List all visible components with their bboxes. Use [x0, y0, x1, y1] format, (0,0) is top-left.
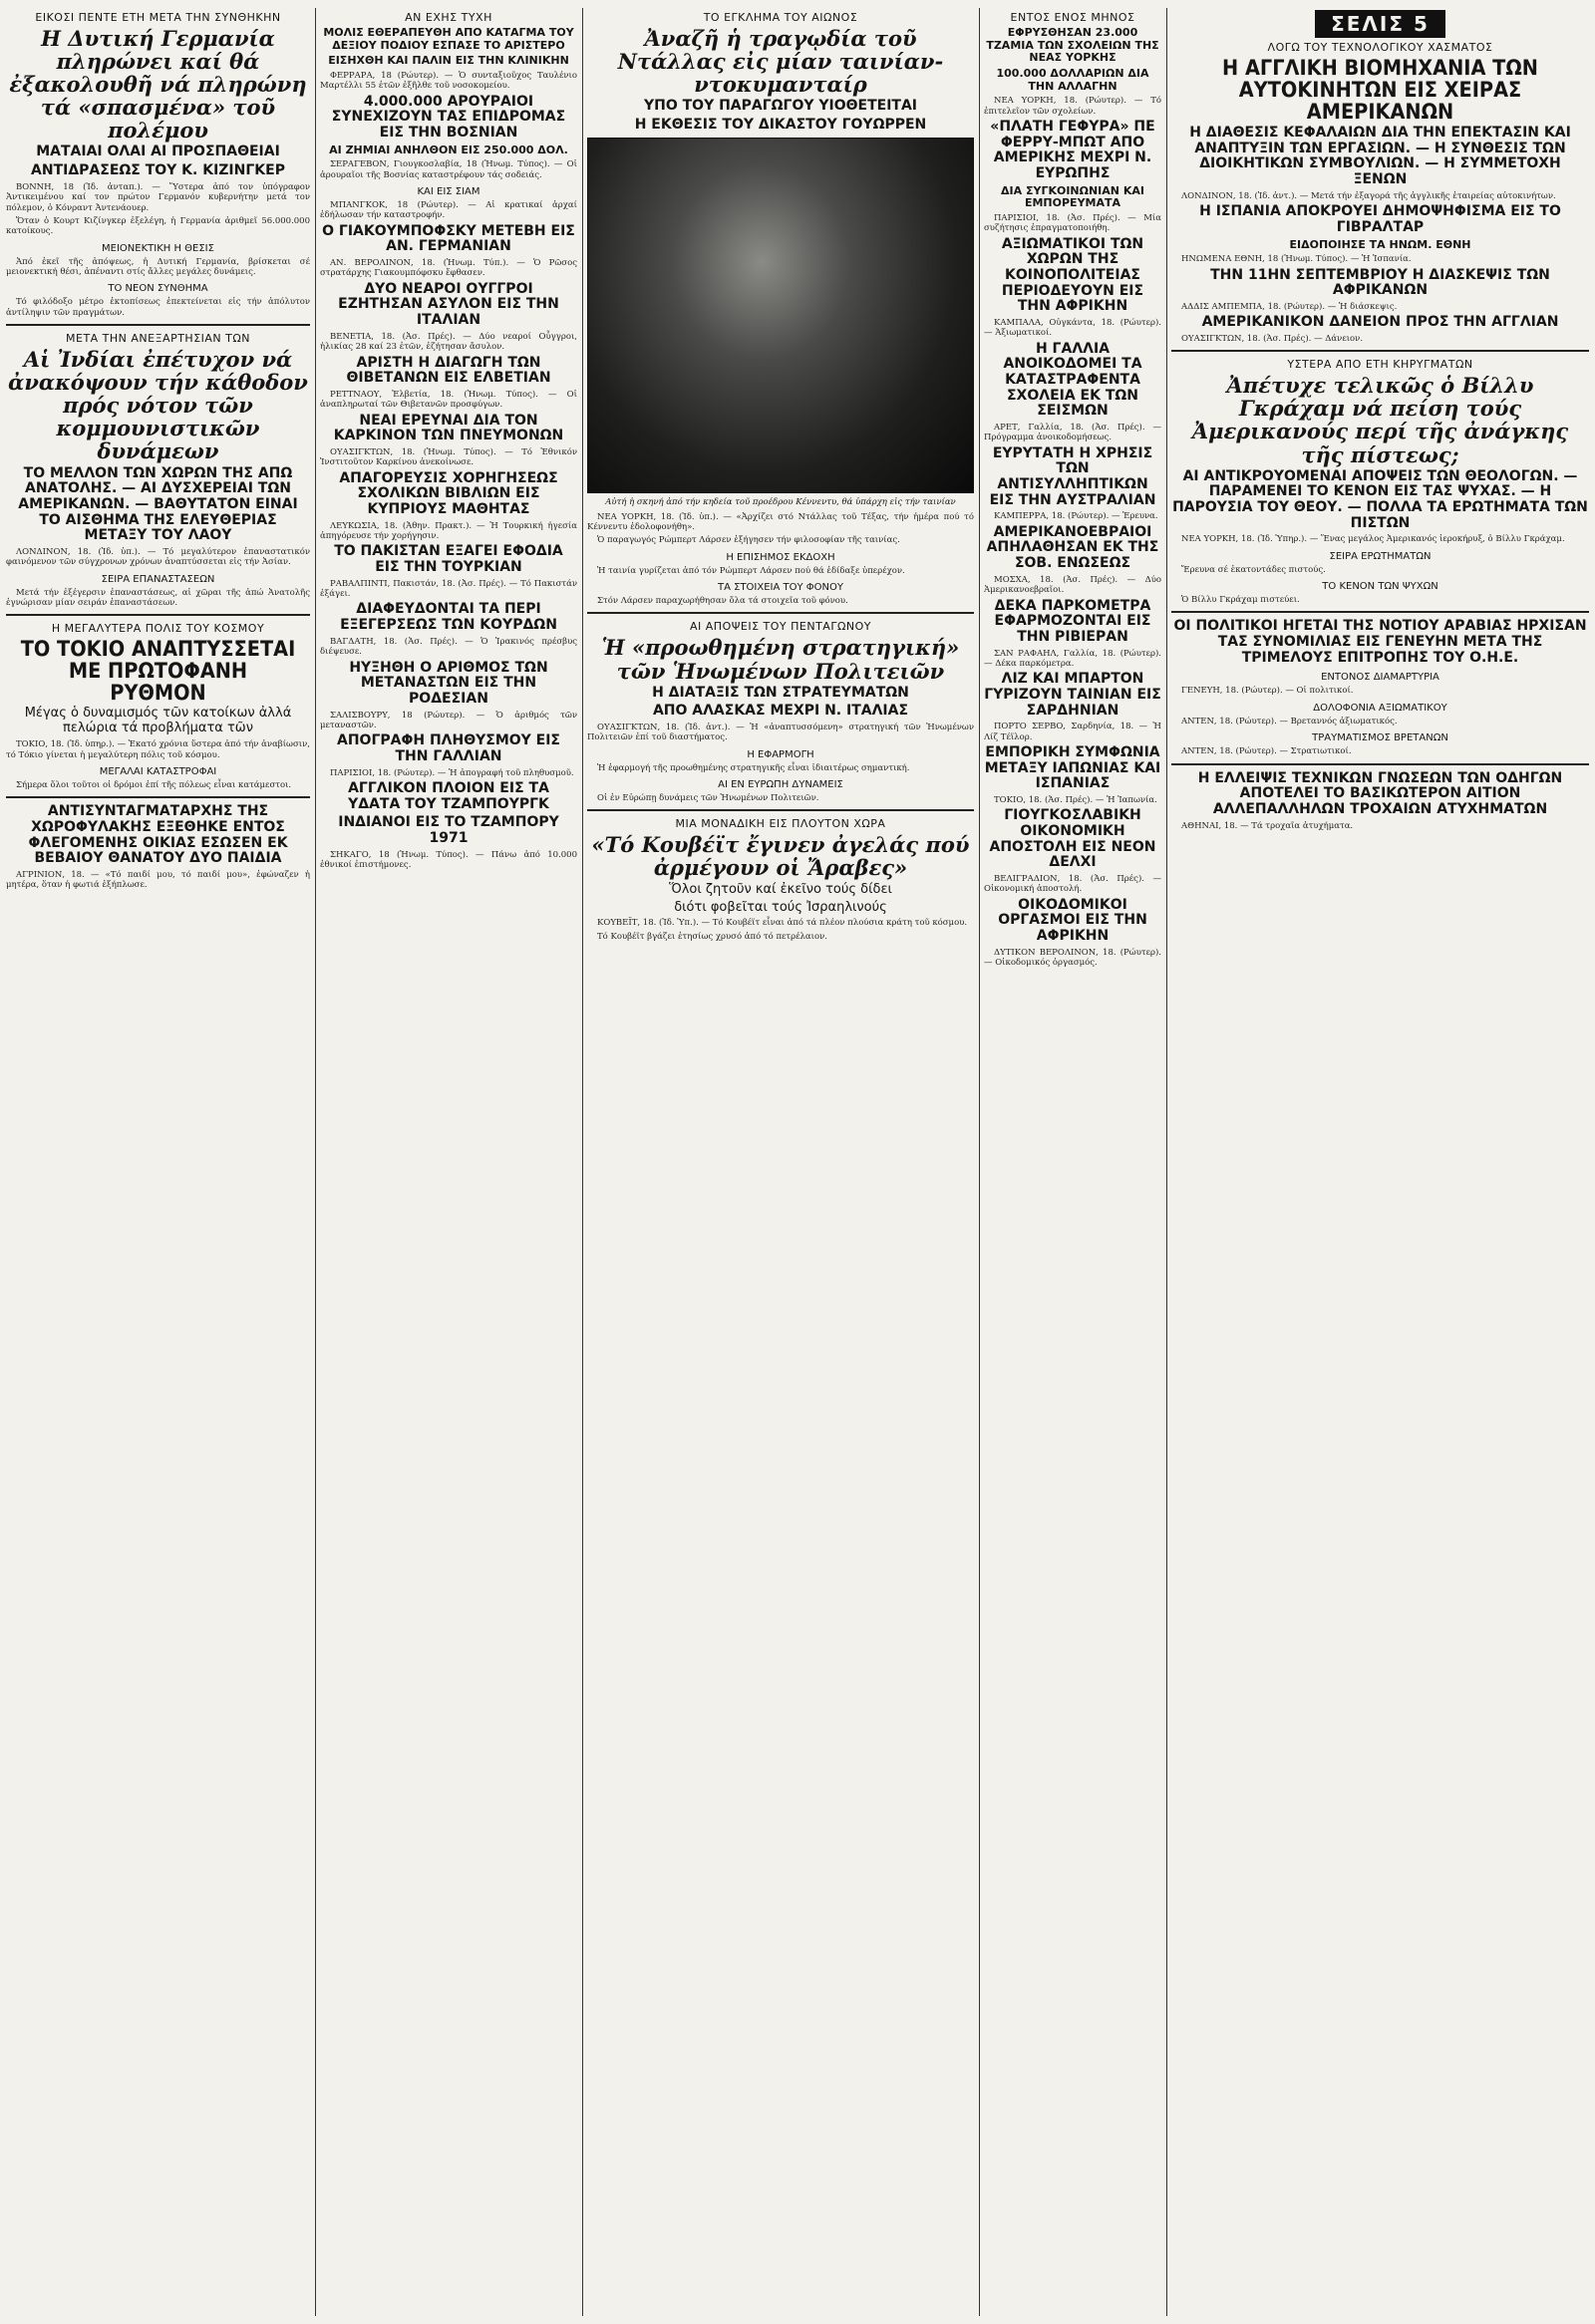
article-paragraph: ΑΝ. ΒΕΡΟΛΙΝΟΝ, 18. (Ἡνωμ. Τύπ.). — Ὁ Ρῶσος στρατάρχης Γιακουμπόφσκυ ἔφθασεν.	[320, 258, 577, 279]
article-paragraph: ΠΑΡΙΣΙΟΙ, 18. (Ἀσ. Πρές). — Μία συζήτησις ἐπραγματοποιήθη.	[984, 212, 1161, 234]
article-body	[1171, 565, 1589, 575]
subheadline: ΑΝΤΙΔΡΑΣΕΩΣ ΤΟΥ Κ. ΚΙΖΙΝΓΚΕΡ	[31, 162, 285, 179]
article-body	[984, 649, 1161, 670]
article-paragraph: ΠΑΡΙΣΙΟΙ, 18. (Ρώυτερ). — Ἡ ἀπογραφή τοῦ πληθυσμοῦ.	[330, 767, 574, 778]
article-body	[587, 566, 974, 576]
article-body	[984, 575, 1161, 596]
subheadline: Η ΕΛΛΕΙΨΙΣ ΤΕΧΝΙΚΩΝ ΓΝΩΣΕΩΝ ΤΩΝ ΟΔΗΓΩΝ ΑΠΟΤΕΛΕΙ ΤΟ ΒΑΣΙΚΩΤΕΡΟΝ ΑΙΤΙΟΝ ΑΛΛΕΠΑΛΛΗΛΩΝ ΤΡΟΧΑΙΩΝ ΑΤΥΧΗΜΑΤΩΝ	[1197, 769, 1563, 817]
article-body	[320, 258, 577, 279]
article-body	[320, 390, 577, 411]
section-kicker: ΥΣΤΕΡΑ ΑΠΟ ΕΤΗ ΚΗΡΥΓΜΑΤΩΝ	[1287, 358, 1473, 372]
headline: Η Δυτική Γερμανία πληρώνει καί θά ἐξακολουθῆ νά πληρώνη τά «σπασμένα» τοῦ πολέμου	[9, 26, 307, 144]
article-body	[6, 739, 310, 760]
article-body	[587, 918, 974, 942]
crosshead: ΤΟ ΝΕΟΝ ΣΥΝΘΗΜΑ	[108, 283, 208, 295]
small-headline: ΑΙ ΖΗΜΙΑΙ ΑΝΗΛΘΟΝ ΕΙΣ 250.000 ΔΟΛ.	[329, 143, 568, 156]
article-paragraph: Σήμερα ὅλοι τοῦτοι οἱ δρόμοι ἐπί τῆς πόλεως εἶναι κατάμεστοι.	[16, 780, 292, 791]
article-paragraph: ΗΝΩΜΕΝΑ ΕΘΝΗ, 18 (Ἡνωμ. Τύπος). — Ἡ Ἱσπανία.	[1181, 254, 1412, 265]
article-paragraph: ΤΟΚΙΟ, 18. (Ἀσ. Πρές). — Ἡ Ἰαπωνία.	[994, 795, 1157, 806]
section-kicker: ΑΙ ΑΠΟΨΕΙΣ ΤΟΥ ΠΕΝΤΑΓΩΝΟΥ	[690, 620, 871, 634]
article-paragraph: ΟΥΑΣΙΓΚΤΩΝ, 18. (Ἡνωμ. Τύπος). — Τό Ἐθνικόν Ἰνστιτοῦτον Καρκίνου ἀνεκοίνωσε.	[320, 446, 577, 468]
subheadline: ΑΠΟΓΡΑΦΗ ΠΛΗΘΥΣΜΟΥ ΕΙΣ ΤΗΝ ΓΑΛΛΙΑΝ	[336, 732, 560, 764]
deck: Μέγας ὁ δυναμισμός τῶν κατοίκων ἀλλά πελώρια τά προβλήματα τῶν	[24, 706, 292, 736]
subheadline: ΑΡΙΣΤΗ Η ΔΙΑΓΩΓΗ ΤΩΝ ΘΙΒΕΤΑΝΩΝ ΕΙΣ ΕΛΒΕΤΙΑΝ	[346, 354, 551, 387]
subheadline: Η ΙΣΠΑΝΙΑ ΑΠΟΚΡΟΥΕΙ ΔΗΜΟΨΗΦΙΣΜΑ ΕΙΣ ΤΟ ΓΙΒΡΑΛΤΑΡ	[1199, 203, 1561, 235]
crosshead: Η ΕΠΙΣΗΜΟΣ ΕΚΔΟΧΗ	[726, 551, 835, 563]
article-body	[6, 780, 310, 790]
article-paragraph: ΣΑΝ ΡΑΦΑΗΛ, Γαλλία, 18. (Ρώυτερ). — Δέκα παρκόμετρα.	[984, 648, 1161, 669]
article-paragraph: ΟΥΑΣΙΓΚΤΩΝ, 18. (Ἀσ. Πρές). — Δάνειον.	[1181, 333, 1364, 344]
article-body	[320, 768, 577, 778]
subheadline: ΑΝΤΙΣΥΝΤΑΓΜΑΤΑΡΧΗΣ ΤΗΣ ΧΩΡΟΦΥΛΑΚΗΣ ΕΞΕΘΗΚΕ ΕΝΤΟΣ ΦΛΕΓΟΜΕΝΗΣ ΟΙΚΙΑΣ ΕΣΩΣΕΝ ΕΚ ΒΕΒΑΙΟΥ ΘΑΝΑΤΟΥ ΔΥΟ ΠΑΙΔΙΑ	[28, 803, 288, 867]
article-body	[984, 948, 1161, 969]
crosshead: ΜΕΓΑΛΑΙ ΚΑΤΑΣΤΡΟΦΑΙ	[99, 766, 217, 778]
headline: ΤΟ ΤΟΚΙΟ ΑΝΑΠΤΥΣΣΕΤΑΙ ΜΕ ΠΡΩΤΟΦΑΝΗ ΡΥΘΜΟΝ	[20, 637, 296, 706]
article-paragraph: ΝΕΑ ΥΟΡΚΗ, 18. (Ἰδ. ὑπ.). — «Ἀρχίζει στό Ντάλλας τοῦ Τέξας, τήν ἡμέρα πού τό Κέννεντυ ἐδολοφονήθη».	[587, 511, 974, 532]
section-kicker: ΕΝΤΟΣ ΕΝΟΣ ΜΗΝΟΣ	[1010, 11, 1135, 24]
article-paragraph: ΓΕΝΕΥΗ, 18. (Ρώυτερ). — Οἱ πολιτικοί.	[1181, 686, 1354, 697]
article-body	[320, 711, 577, 731]
subheadline: ΝΕΑΙ ΕΡΕΥΝΑΙ ΔΙΑ ΤΟΝ ΚΑΡΚΙΝΟΝ ΤΩΝ ΠΝΕΥΜΟΝΩΝ	[333, 412, 564, 444]
subheadline: ΑΜΕΡΙΚΑΝΟΕΒΡΑΙΟΙ ΑΠΗΛΑΘΗΣΑΝ ΕΚ ΤΗΣ ΣΟΒ. ΕΝΩΣΕΩΣ	[986, 523, 1159, 572]
small-headline: ΜΟΛΙΣ ΕΘΕΡΑΠΕΥΘΗ ΑΠΟ ΚΑΤΑΓΜΑ ΤΟΥ ΔΕΞΙΟΥ ΠΟΔΙΟΥ ΕΣΠΑΣΕ ΤΟ ΑΡΙΣΤΕΡΟ	[323, 26, 574, 52]
article-paragraph: ΣΗΚΑΓΟ, 18 (Ἡνωμ. Τύπος). — Πάνω ἀπό 10.000 ἐθνικοί ἐπιστήμονες.	[320, 849, 577, 870]
section-divider	[6, 796, 310, 798]
article-body	[587, 723, 974, 743]
article-body	[6, 870, 310, 891]
subheadline: ΛΙΖ ΚΑΙ ΜΠΑΡΤΟΝ ΓΥΡΙΖΟΥΝ ΤΑΙΝΙΑΝ ΕΙΣ ΣΑΡΔΗΝΙΑΝ	[984, 671, 1161, 719]
article-paragraph: ΝΕΑ ΥΟΡΚΗ, 18. (Ρώυτερ). — Τό ἐπιτελεῖον τῶν σχολείων.	[984, 96, 1161, 117]
article-paragraph: ΑΓΡΙΝΙΟΝ, 18. — «Τό παιδί μου, τό παιδί μου», ἐφώναζεν ἡ μητέρα, ὅταν ἡ φωτιά ἐξήπλωσε.	[6, 870, 310, 891]
article-paragraph: Ὁ Βίλλυ Γκράχαμ πιστεύει.	[1181, 595, 1300, 606]
section-kicker: ΛΟΓΩ ΤΟΥ ΤΕΧΝΟΛΟΓΙΚΟΥ ΧΑΣΜΑΤΟΣ	[1267, 41, 1493, 54]
deck: διότι φοβεῖται τούς Ἰσραηλινούς	[674, 899, 887, 915]
crosshead: ΣΕΙΡΑ ΕΠΑΝΑΣΤΑΣΕΩΝ	[101, 573, 215, 585]
article-body	[587, 512, 974, 546]
small-headline: ΔΙΑ ΣΥΓΚΟΙΝΩΝΙΑΝ ΚΑΙ ΕΜΠΟΡΕΥΜΑΤΑ	[1001, 183, 1144, 210]
article-paragraph: ΛΟΝΔΙΝΟΝ, 18. (Ἰδ. ὑπ.). — Τό μεγαλύτερον ἐπαναστατικόν φαινόμενον τῶν σύγχρονων χρόνων ἀναπτύσσεται εἰς τήν Ἀσίαν.	[6, 546, 310, 568]
column-4	[984, 8, 1161, 2316]
article-paragraph: ΣΑΛΙΣΒΟΥΡΥ, 18 (Ρώυτερ). — Ὁ ἀριθμός τῶν μεταναστῶν.	[320, 710, 577, 730]
subheadline: ΔΥΟ ΝΕΑΡΟΙ ΟΥΓΓΡΟΙ ΕΖΗΤΗΣΑΝ ΑΣΥΛΟΝ ΕΙΣ ΤΗΝ ΙΤΑΛΙΑΝ	[338, 280, 559, 329]
section-divider	[587, 612, 974, 614]
crosshead: ΤΟ ΚΕΝΟΝ ΤΩΝ ΨΥΧΩΝ	[1322, 581, 1438, 593]
crosshead: ΚΑΙ ΕΙΣ ΣΙΑΜ	[417, 186, 480, 198]
article-body	[1171, 302, 1589, 312]
crosshead: ΤΑ ΣΤΟΙΧΕΙΑ ΤΟΥ ΦΟΝΟΥ	[718, 582, 843, 594]
article-paragraph: Ἔρευνα σέ ἑκατοντάδες πιστούς.	[1181, 564, 1326, 575]
article-body	[984, 213, 1161, 234]
article-body	[1171, 821, 1589, 831]
headline: Ἡ «προωθημένη στρατηγική» τῶν Ἡνωμένων Πολιτειῶν	[601, 635, 960, 684]
subheadline: «ΠΛΑΤΗ ΓΕΦΥΡΑ» ΠΕ ΦΕΡΡΥ-ΜΠΩΤ ΑΠΟ ΑΜΕΡΙΚΗΣ ΜΕΧΡΙ Ν. ΕΥΡΩΠΗΣ	[990, 118, 1155, 181]
article-body	[6, 547, 310, 568]
article-paragraph: ΑΝΤΕΝ, 18. (Ρώυτερ). — Στρατιωτικοί.	[1181, 746, 1352, 757]
subheadline: ΑΞΙΩΜΑΤΙΚΟΙ ΤΩΝ ΧΩΡΩΝ ΤΗΣ ΚΟΙΝΟΠΟΛΙΤΕΙΑΣ ΠΕΡΙΟΔΕΥΟΥΝ ΕΙΣ ΤΗΝ ΑΦΡΙΚΗΝ	[1001, 235, 1144, 315]
article-paragraph: ΒΟΝΝΗ, 18 (Ἰδ. ἀνταπ.). — Ὕστερα ἀπό τον ὑπόγραφον Ἀντικειμένου καί τον πρώτον Γερμανόν κυβερνήτην μετά τον πόλεμον, ὁ Κόνραντ Ἀντενάουερ.	[6, 181, 310, 213]
column-3	[587, 8, 974, 2316]
subheadline: ΙΝΔΙΑΝΟΙ ΕΙΣ ΤΟ ΤΖΑΜΠΟΡΥ 1971	[338, 814, 559, 846]
subheadline: ΔΙΑΦΕΥΔΟΝΤΑΙ ΤΑ ΠΕΡΙ ΕΞΕΓΕΡΣΕΩΣ ΤΩΝ ΚΟΥΡΔΩΝ	[340, 601, 557, 634]
crosshead: ΤΡΑΥΜΑΤΙΣΜΟΣ ΒΡΕΤΑΝΩΝ	[1312, 732, 1448, 744]
article-paragraph: Τό φιλόδοξο μέτρο ἐκτοπίσεως ἐπεκτείνεται εἰς τήν ἀπόλυτον ἀντίληψιν τῶν πραγμάτων.	[6, 297, 310, 318]
subheadline: Η ΓΑΛΛΙΑ ΑΝΟΙΚΟΔΟΜΕΙ ΤΑ ΚΑΤΑΣΤΡΑΦΕΝΤΑ ΣΧΟΛΕΙΑ ΕΚ ΤΩΝ ΣΕΙΣΜΩΝ	[1003, 340, 1142, 420]
column-rule	[979, 8, 980, 2316]
page-header	[1171, 10, 1589, 38]
article-paragraph: Τό Κουβέϊτ βγάζει ἐτησίως χρυσό ἀπό τό πετρέλαιον.	[597, 931, 827, 942]
article-paragraph: ΣΕΡΑΓΕΒΟΝ, Γιουγκοσλαβία, 18 (Ἡνωμ. Τύπος). — Οἱ ἀρουραῖοι τῆς Βοσνίας καταστρέφουν τάς σοδειάς.	[320, 159, 577, 180]
article-paragraph: ΒΕΝΕΤΙΑ, 18. (Ἀσ. Πρές). — Δύο νεαροί Οὖγγροι, ἡλικίας 28 καί 23 ἐτῶν, ἐζήτησαν ἄσυλον.	[320, 331, 577, 353]
article-paragraph: ΜΠΑΝΓΚΟΚ, 18 (Ρώυτερ). — Αἱ κρατικαί ἀρχαί ἐδήλωσαν τήν καταστροφήν.	[320, 200, 577, 221]
article-paragraph: ΑΔΔΙΣ ΑΜΠΕΜΠΑ, 18. (Ρώυτερ). — Ἡ διάσκεψις.	[1181, 301, 1398, 312]
headline: Αἱ Ἰνδίαι ἐπέτυχον νά ἀνακόψουν τήν κάθοδον πρός νότον τῶν κομμουνιστικῶν δυνάμεων	[8, 347, 308, 464]
article-paragraph: ΠΟΡΤΟ ΣΕΡΒΟ, Σαρδηνία, 18. — Ἡ Λίζ Τέϊλορ.	[984, 722, 1161, 742]
article-body	[6, 297, 310, 318]
article-paragraph: ΚΑΜΠΑΛΑ, Οὐγκάντα, 18. (Ρώυτερ). — Ἀξιωματικοί.	[984, 317, 1161, 339]
article-paragraph: ΚΟΥΒΕΪΤ, 18. (Ἰδ. Ὑπ.). — Τό Κουβέϊτ εἶναι ἀπό τά πλέον πλούσια κράτη τοῦ κόσμου.	[597, 918, 968, 929]
section-divider	[1171, 350, 1589, 352]
section-kicker: ΜΙΑ ΜΟΝΑΔΙΚΗ ΕΙΣ ΠΛΟΥΤΟΝ ΧΩΡΑ	[675, 817, 886, 831]
section-kicker: Η ΜΕΓΑΛΥΤΕΡΑ ΠΟΛΙΣ ΤΟΥ ΚΟΣΜΟΥ	[51, 622, 265, 636]
subheadline: ΟΙ ΠΟΛΙΤΙΚΟΙ ΗΓΕΤΑΙ ΤΗΣ ΝΟΤΙΟΥ ΑΡΑΒΙΑΣ ΗΡΧΙΣΑΝ ΤΑΣ ΣΥΝΟΜΙΛΙΑΣ ΕΙΣ ΓΕΝΕΥΗΝ ΜΕΤΑ ΤΗΣ ΤΡΙΜΕΛΟΥΣ ΕΠΙΤΡΟΠΗΣ ΤΟΥ Ο.Η.Ε.	[1173, 618, 1587, 666]
headline: Η ΑΓΓΛΙΚΗ ΒΙΟΜΗΧΑΝΙΑ ΤΩΝ ΑΥΤΟΚΙΝΗΤΩΝ ΕΙΣ ΧΕΙΡΑΣ ΑΜΕΡΙΚΑΝΩΝ	[1222, 56, 1538, 125]
column-5	[1171, 8, 1589, 2316]
article-paragraph: ΡΕΤΤΝΑΟΥ, Ἑλβετία, 18. (Ἡνωμ. Τύπος). — Οἱ ἀναπληρωταί τῶν Θιβετανῶν προσφύγων.	[320, 389, 577, 411]
article-paragraph: Οἱ ἐν Εὐρώπῃ δυνάμεις τῶν Ἡνωμένων Πολιτειῶν.	[597, 793, 819, 804]
article-paragraph: ΤΟΚΙΟ, 18. (Ἰδ. ὑπηρ.). — Ἑκατό χρόνια ὕστερα ἀπό τήν ἀναβίωσιν, τό Τόκιο γίνεται ἡ μεγαλύτερη πόλις τοῦ κόσμου.	[6, 739, 310, 760]
article-paragraph: ΒΑΓΔΑΤΗ, 18. (Ἀσ. Πρές). — Ὁ Ἰρακινός πρέσβυς διέψευσε.	[320, 636, 577, 658]
article-body	[320, 332, 577, 353]
article-paragraph: ΒΕΛΙΓΡΑΔΙΟΝ, 18. (Ἀσ. Πρές). — Οἰκονομική ἀποστολή.	[984, 874, 1161, 895]
subheadline: ΑΙ ΑΝΤΙΚΡΟΥΟΜΕΝΑΙ ΑΠΟΨΕΙΣ ΤΩΝ ΘΕΟΛΟΓΩΝ. — ΠΑΡΑΜΕΝΕΙ ΤΟ ΚΕΝΟΝ ΕΙΣ ΤΑΣ ΨΥΧΑΣ. — Η ΠΑΡΟΥΣΙΑ ΤΟΥ ΘΕΟΥ. — ΠΟΛΛΑ ΤΑ ΕΡΩΤΗΜΑΤΑ ΤΩΝ ΠΙΣΤΩΝ	[1172, 467, 1588, 531]
section-divider	[587, 809, 974, 811]
section-divider	[6, 614, 310, 616]
article-body	[984, 96, 1161, 117]
article-paragraph: ΜΟΣΧΑ, 18. (Ἀσ. Πρές). — Δύο Ἀμερικανοεβραῖοι.	[984, 574, 1161, 596]
column-rule	[315, 8, 316, 2316]
section-divider	[6, 324, 310, 326]
subheadline: Η ΕΚΘΕΣΙΣ ΤΟΥ ΔΙΚΑΣΤΟΥ ΓΟΥΩΡΡΕΝ	[634, 116, 927, 133]
article-body	[1171, 191, 1589, 201]
subheadline: ΤΗΝ 11ΗΝ ΣΕΠΤΕΜΒΡΙΟΥ Η ΔΙΑΣΚΕΨΙΣ ΤΩΝ ΑΦΡΙΚΑΝΩΝ	[1210, 266, 1550, 299]
article-paragraph: Ἡ ἐφαρμογή τῆς προωθημένης στρατηγικῆς εἶναι ἰδιαιτέρως σημαντική.	[597, 762, 910, 773]
article-body	[1171, 595, 1589, 605]
crosshead: ΜΕΙΟΝΕΚΤΙΚΗ Η ΘΕΣΙΣ	[102, 242, 214, 254]
column-rule	[582, 8, 583, 2316]
crosshead: Η ΕΦΑΡΜΟΓΗ	[747, 748, 814, 760]
photo-caption: Αὐτή ἡ σκηνή ἀπό τήν κηδεία τοῦ προέδρου Κέννεντυ, θά ὑπάρχη εἰς τήν ταινίαν	[605, 496, 956, 507]
article-body	[320, 447, 577, 468]
article-body	[984, 795, 1161, 805]
section-kicker: ΕΙΚΟΣΙ ΠΕΝΤΕ ΕΤΗ ΜΕΤΑ ΤΗΝ ΣΥΝΘΗΚΗΝ	[35, 11, 281, 24]
crosshead: ΑΙ ΕΝ ΕΥΡΩΠΗ ΔΥΝΑΜΕΙΣ	[718, 779, 843, 791]
subheadline: Η ΔΙΑΤΑΞΙΣ ΤΩΝ ΣΤΡΑΤΕΥΜΑΤΩΝ	[652, 684, 909, 701]
article-body	[984, 722, 1161, 742]
subheadline: Ο ΓΙΑΚΟΥΜΠΟΦΣΚΥ ΜΕΤΕΒΗ ΕΙΣ ΑΝ. ΓΕΡΜΑΝΙΑΝ	[322, 222, 575, 255]
headline: Ἀπέτυχε τελικῶς ὁ Βίλλυ Γκράχαμ νά πείση τούς Ἀμερικανούς περί τῆς ἀνάγκης τῆς πίστεως;	[1191, 373, 1569, 467]
column-1	[6, 8, 310, 2316]
crosshead: ΣΕΙΡΑ ΕΡΩΤΗΜΑΤΩΝ	[1329, 550, 1432, 562]
article-body	[984, 423, 1161, 443]
news-photo	[587, 138, 974, 493]
column-2	[320, 8, 577, 2316]
article-paragraph: ΛΟΝΔΙΝΟΝ, 18. (Ἰδ. ἀντ.). — Μετά τήν ἐξαγορά τῆς ἀγγλικῆς ἑταιρείας αὐτοκινήτων.	[1181, 190, 1556, 201]
article-paragraph: Ὅταν ὁ Κουρτ Κιζίνγκερ ἐξελέγη, ἡ Γερμανία ἀριθμεῖ 56.000.000 κατοίκους.	[6, 215, 310, 237]
article-body	[320, 200, 577, 221]
article-paragraph: Ἀπό ἐκεῖ τῆς ἀπόψεως, ἡ Δυτική Γερμανία, βρίσκεται σέ μειονεκτική θέσι, ἀπέναντι στίς ἄλλες μεγάλες δυνάμεις.	[6, 256, 310, 277]
article-body	[1171, 717, 1589, 726]
article-paragraph: Μετά τήν ἐξέγερσιν ἐπαναστάσεως, αἱ χῶραι τῆς ἀπώ Ἀνατολῆς ἐγνώρισαν μίαν σειράν ἐπαναστάσεων.	[6, 587, 310, 608]
section-kicker: ΜΕΤΑ ΤΗΝ ΑΝΕΞΑΡΤΗΣΙΑΝ ΤΩΝ	[66, 332, 250, 346]
section-kicker: ΑΝ ΕΧΗΣ ΤΥΧΗ	[405, 11, 492, 24]
article-paragraph: ΟΥΑΣΙΓΚΤΩΝ, 18. (Ἰδ. ἀντ.). — Ἡ «ἀναπτυσσόμενη» στρατηγική τῶν Ἡνωμένων Πολιτειῶν ἐπί τοῦ διαστήματος.	[587, 722, 974, 743]
subheadline: Η ΔΙΑΘΕΣΙΣ ΚΕΦΑΛΑΙΩΝ ΔΙΑ ΤΗΝ ΕΠΕΚΤΑΣΙΝ ΚΑΙ ΑΝΑΠΤΥΞΙΝ ΤΩΝ ΕΡΓΑΣΙΩΝ. — Η ΣΥΝΘΕΣΙΣ ΤΩΝ ΔΙΟΙΚΗΤΙΚΩΝ ΣΥΜΒΟΥΛΙΩΝ. — Η ΣΥΜΜΕΤΟΧΗ ΞΕΝΩΝ	[1189, 125, 1571, 188]
headline: «Τό Κουβέϊτ ἔγινεν ἀγελάς πού ἀρμέγουν οἱ Ἄραβες»	[591, 832, 970, 881]
article-body	[1171, 534, 1589, 544]
section-divider	[1171, 763, 1589, 765]
article-body	[6, 182, 310, 237]
section-kicker: ΤΟ ΕΓΚΛΗΜΑ ΤΟΥ ΑΙΩΝΟΣ	[703, 11, 858, 24]
subheadline: ΓΙΟΥΓΚΟΣΛΑΒΙΚΗ ΟΙΚΟΝΟΜΙΚΗ ΑΠΟΣΤΟΛΗ ΕΙΣ ΝΕΟΝ ΔΕΛΧΙ	[989, 807, 1156, 871]
article-paragraph: ΑΘΗΝΑΙ, 18. — Τά τροχαῖα ἀτυχήματα.	[1181, 820, 1354, 831]
small-headline: ΕΙΣΗΧΘΗ ΚΑΙ ΠΑΛΙΝ ΕΙΣ ΤΗΝ ΚΛΙΝΙΚΗΝ	[328, 54, 569, 68]
subheadline: ΤΟ ΠΑΚΙΣΤΑΝ ΕΞΑΓΕΙ ΕΦΟΔΙΑ ΕΙΣ ΤΗΝ ΤΟΥΡΚΙΑΝ	[334, 543, 563, 576]
subheadline: ΕΥΡΥΤΑΤΗ Η ΧΡΗΣΙΣ ΤΩΝ ΑΝΤΙΣΥΛΛΗΠΤΙΚΩΝ ΕΙΣ ΤΗΝ ΑΥΣΤΡΑΛΙΑΝ	[989, 444, 1156, 508]
article-body	[320, 71, 577, 92]
column-rule	[1166, 8, 1167, 2316]
subheadline: ΤΟ ΜΕΛΛΟΝ ΤΩΝ ΧΩΡΩΝ ΤΗΣ ΑΠΩ ΑΝΑΤΟΛΗΣ. — ΑΙ ΔΥΣΧΕΡΕΙΑΙ ΤΩΝ ΑΜΕΡΙΚΑΝΩΝ. — ΒΑΘΥΤΑΤΟΝ ΕΙΝΑΙ ΤΟ ΑΙΣΘΗΜΑ ΤΗΣ ΕΛΕΥΘΕΡΙΑΣ ΜΕΤΑΞΥ ΤΟΥ ΛΑΟΥ	[18, 464, 298, 544]
article-body	[6, 257, 310, 278]
subheadline: ΑΓΓΛΙΚΟΝ ΠΛΟΙΟΝ ΕΙΣ ΤΑ ΥΔΑΤΑ ΤΟΥ ΤΖΑΜΠΟΥΡΓΚ	[348, 779, 549, 812]
article-body	[587, 763, 974, 773]
page-number-badge: ΣΕΛΙΣ 5	[1315, 10, 1445, 38]
small-headline: ΕΙΔΟΠΟΙΗΣΕ ΤΑ ΗΝΩΜ. ΕΘΝΗ	[1289, 237, 1471, 251]
subheadline: ΥΠΟ ΤΟΥ ΠΑΡΑΓΩΓΟΥ ΥΙΟΘΕΤΕΙΤΑΙ	[643, 98, 918, 115]
subheadline: ΔΕΚΑ ΠΑΡΚΟΜΕΤΡΑ ΕΦΑΡΜΟΖΟΝΤΑΙ ΕΙΣ ΤΗΝ ΡΙΒΙΕΡΑΝ	[994, 597, 1151, 645]
article-body	[1171, 686, 1589, 696]
article-body	[320, 637, 577, 658]
article-paragraph: ΑΡΕΤ, Γαλλία, 18. (Ἀσ. Πρές). — Πρόγραμμα ἀνοικοδομήσεως.	[984, 423, 1161, 443]
section-divider	[1171, 611, 1589, 613]
article-body	[320, 521, 577, 542]
article-paragraph: Στόν Λάρσεν παραχωρήθησαν ὅλα τά στοιχεῖα τοῦ φόνου.	[597, 596, 848, 607]
headline: Ἀναζῆ ἡ τραγῳδία τοῦ Ντάλλας εἰς μίαν ταινίαν-ντοκυμανταίρ	[617, 26, 944, 98]
article-body	[587, 596, 974, 606]
small-headline: 100.000 ΔΟΛΛΑΡΙΩΝ ΔΙΑ ΤΗΝ ΑΛΛΑΓΗΝ	[996, 66, 1149, 93]
crosshead: ΕΝΤΟΝΟΣ ΔΙΑΜΑΡΤΥΡΙΑ	[1321, 672, 1439, 684]
deck: Ὅλοι ζητοῦν καί ἐκεῖνο τούς δίδει	[669, 881, 892, 897]
article-body	[320, 159, 577, 180]
article-paragraph: Ἡ ταινία γυρίζεται ἀπό τόν Ρώμπερτ Λάρσεν πού θά ἐδίδαξε ὑπερέχον.	[597, 565, 905, 576]
article-body	[6, 588, 310, 609]
article-paragraph: ΛΕΥΚΩΣΙΑ, 18. (Ἀθην. Πρακτ.). — Ἡ Τουρκική ἡγεσία ἀπηγόρευσε τήν χορήγησιν.	[320, 520, 577, 542]
article-paragraph: ΦΕΡΡΑΡΑ, 18 (Ρώυτερ). — Ὁ συνταξιοῦχος Ταυλένιο Μαρτέλλι 55 ἐτῶν ἐξῆλθε τοῦ νοσοκομείου.	[320, 70, 577, 92]
article-body	[587, 793, 974, 803]
article-body	[1171, 746, 1589, 756]
subheadline: ΑΠΑΓΟΡΕΥΣΙΣ ΧΟΡΗΓΗΣΕΩΣ ΣΧΟΛΙΚΩΝ ΒΙΒΛΙΩΝ ΕΙΣ ΚΥΠΡΙΟΥΣ ΜΑΘΗΤΑΣ	[339, 469, 558, 517]
article-body	[984, 874, 1161, 895]
subheadline: ΗΥΞΗΘΗ Ο ΑΡΙΘΜΟΣ ΤΩΝ ΜΕΤΑΝΑΣΤΩΝ ΕΙΣ ΤΗΝ ΡΟΔΕΣΙΑΝ	[349, 659, 548, 707]
article-body	[1171, 254, 1589, 264]
article-paragraph: ΡΑΒΑΛΠΙΝΤΙ, Πακιστάν, 18. (Ἀσ. Πρές). — Τό Πακιστάν ἐξάγει.	[320, 578, 577, 600]
article-paragraph: Ὁ παραγωγός Ρώμπερτ Λάρσεν ἐξήγησεν τήν φιλοσοφίαν τῆς ταινίας.	[597, 535, 900, 546]
crosshead: ΔΟΛΟΦΟΝΙΑ ΑΞΙΩΜΑΤΙΚΟΥ	[1313, 702, 1447, 714]
subheadline: ΜΑΤΑΙΑΙ ΟΛΑΙ ΑΙ ΠΡΟΣΠΑΘΕΙΑΙ	[36, 144, 280, 160]
subheadline: ΑΠΟ ΑΛΑΣΚΑΣ ΜΕΧΡΙ Ν. ΙΤΑΛΙΑΣ	[652, 703, 909, 720]
subheadline: ΑΜΕΡΙΚΑΝΙΚΟΝ ΔΑΝΕΙΟΝ ΠΡΟΣ ΤΗΝ ΑΓΓΛΙΑΝ	[1201, 314, 1559, 331]
subheadline: ΟΙΚΟΔΟΜΙΚΟΙ ΟΡΓΑΣΜΟΙ ΕΙΣ ΤΗΝ ΑΦΡΙΚΗΝ	[998, 896, 1147, 945]
article-paragraph: ΑΝΤΕΝ, 18. (Ρώυτερ). — Βρεταννός ἀξιωματικός.	[1181, 716, 1398, 726]
subheadline: ΕΜΠΟΡΙΚΗ ΣΥΜΦΩΝΙΑ ΜΕΤΑΞΥ ΙΑΠΩΝΙΑΣ ΚΑΙ ΙΣΠΑΝΙΑΣ	[984, 744, 1161, 792]
article-body	[1171, 334, 1589, 344]
subheadline: 4.000.000 ΑΡΟΥΡΑΙΟΙ ΣΥΝΕΧΙΖΟΥΝ ΤΑΣ ΕΠΙΔΡΟΜΑΣ ΕΙΣ ΤΗΝ ΒΟΣΝΙΑΝ	[331, 93, 566, 141]
article-body	[320, 579, 577, 600]
article-body	[984, 318, 1161, 339]
article-paragraph: ΝΕΑ ΥΟΡΚΗ, 18. (Ἰδ. Ὑπηρ.). — Ἕνας μεγάλος Ἀμερικανός ἱεροκήρυξ, ὁ Βίλλυ Γκράχαμ.	[1181, 534, 1565, 545]
article-paragraph: ΚΑΜΠΕΡΡΑ, 18. (Ρώυτερ). — Ἐρευνα.	[994, 511, 1158, 522]
small-headline: ΕΦΡΥΣΘΗΣΑΝ 23.000 ΤΖΑΜΙΑ ΤΩΝ ΣΧΟΛΕΙΩΝ ΤΗΣ ΝΕΑΣ ΥΟΡΚΗΣ	[986, 26, 1159, 65]
article-body	[320, 850, 577, 871]
article-body	[984, 511, 1161, 521]
article-paragraph: ΔΥΤΙΚΟΝ ΒΕΡΟΛΙΝΟΝ, 18. (Ρώυτερ). — Οἰκοδομικός ὀργασμός.	[984, 947, 1161, 969]
